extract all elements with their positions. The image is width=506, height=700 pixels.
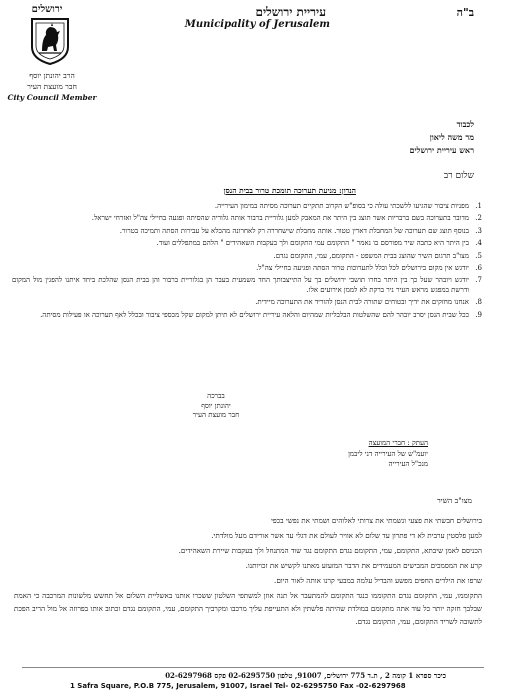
signature-name: יהונתן יוסף bbox=[201, 401, 231, 410]
municipality-title-en: Municipality of Jerusalem bbox=[184, 19, 330, 30]
list-item: 1. מפניות ציבור שהגיעו ללשכתי עולה כי בסופ"ש הקרוב תתקיים תערוכה מסיתה במימון העירייה. bbox=[214, 202, 482, 210]
signature-block bbox=[176, 392, 256, 421]
footer-address-en: 1 Safra Square, P.O.B 775, Jerusalem, 91007, Israel Tel- 02-6295750 Fax -02-6297968 bbox=[70, 682, 406, 690]
numbered-items bbox=[12, 202, 482, 323]
bh-mark: ב"ה bbox=[456, 6, 474, 19]
footer-address-he: כיכר ספרא 1 קומה 2 , ת.ד 775 ירושלים, 91007, טלפון 02-6295750 פקס 02-6297968 bbox=[165, 671, 446, 680]
signature-blessing: בברכה bbox=[207, 392, 225, 400]
councilor-title-en: City Council Member bbox=[7, 93, 97, 102]
municipality-title-he: עיריית ירושלים bbox=[255, 5, 326, 19]
footer-divider bbox=[22, 667, 484, 668]
greeting: שלום רב bbox=[443, 171, 474, 181]
addressee-name: מר משה ליאון bbox=[429, 132, 474, 142]
poem-line: הכניסם לאמן שיבתא, התקומם, עמי, התקומם נגדם התקומם נגד שוד המתנחל ולך בעקבות שיירת השאהידים. bbox=[178, 546, 482, 555]
addressee-to: לכבוד bbox=[456, 119, 474, 129]
list-item: 9. ככל שבית הנסן יסרב יובהר להם שהשלטות הבלבליות שמהיום והלאה עיריית ירושלים לא תיתן למקום שקל מכספי ציבור ובכלל לאף תערוכה או פעילות מסיתה. bbox=[40, 310, 482, 319]
cc-line: מנכ"ל העירייה bbox=[388, 460, 428, 468]
list-item: 3. בנוסף תוצג שם תערוכה של המחבלת דארין טטור. אותה מחבלת שישחררה רק לאחרונה מהכלא על עבירות הסתה ותמיכה בטרור. bbox=[119, 226, 482, 235]
subject-line: הנדון: מניעת תערוכה תומכת טרור בבית הנסן bbox=[223, 186, 356, 195]
councilor-name: הרב יהונתן יוסף bbox=[29, 71, 75, 80]
poem-line: קרע את המסמכים המבישים המעמידים את הדבר המזעזע מאתנו לקשיש את זכויותנו. bbox=[245, 561, 482, 570]
list-item: 7. יודגש ויובהר שעל כך בין היתר בחרו תושבי ירושלים בך על התייצבותך החד משמעית בעבר הן בגלוריית ברבור והן בבית הנסן שהלכת ביחד איתנו להפגין מול המקום ודרשת במפגש מראש העיר ניר ברקת לא לממן אירועים אלו. bbox=[12, 276, 482, 294]
list-item: 8. אנחנו מחזקים את ידיך ובטוחים שתורה לבית הנסן להוריד את התערוכה מיידית. bbox=[255, 298, 482, 307]
poem-text bbox=[14, 514, 482, 630]
cc-block bbox=[348, 438, 428, 470]
list-item: 2. מדובר בתערוכה בשם ברבריות אשר תוצג בין היתר את המאבק למען גלוריית ברבור אותה גלוריה שהסיתה ופגעה בחיילי צה"ל ואזרחי ישראל. bbox=[91, 214, 482, 223]
poem-line: שרפו את הילדים החפים מפשע והבדיל עלמה במבעי קרנו אותה לאור היום. bbox=[274, 576, 482, 585]
poem-line: התקוממו, עמי, התקומם נגדם התקוממו כנגד התקומם להמתעבר אל תנה אוזן למשתפי השלטון ששכרו אותנו באשליית השלום אל תחשש מלשונות המרכבה כי האמת שבלבך חזקה יותר כל עוד אתה מתקומם במולדת שהיתה פלשתין ולא התעייפת עליך מרכבו ומקרביך התקומם, עמי, התקומם נגדם וכתוב אותו בפרוזה אל מול הריב הפכת לתשובה לשריד התקומם, עמי, התקומם נגדם. bbox=[14, 591, 482, 626]
poem-line: למען פלסטין ערבית לא די פתרון עד שלום לא אוויר לעולם את דגלי עד אשר אורידם מעל מולדתי. bbox=[211, 531, 482, 540]
list-item: 5. מצו"ב תרגום השיר שהוצג בבית המשפט - התקומם, עמי, התקומם נגדם. bbox=[273, 251, 482, 260]
councilor-title-he: חבר מועצת העיר bbox=[27, 82, 77, 91]
jerusalem-label: ירושלים bbox=[31, 4, 63, 15]
cc-line: יועמ"ש של העירייה דני ליבמן bbox=[348, 449, 428, 458]
jerusalem-emblem-icon bbox=[30, 17, 70, 65]
poem-line: בירושלים חבשתי את פצעי ונשמתי את צרותי לאלוהים ושמתי את נפשי בכפי bbox=[270, 516, 482, 525]
list-item: 6. יודגש אין מקום בירושלים לכל וכלל לתערוכות טרור הסתה ופגיעה בחיילי צה"ל. bbox=[256, 264, 482, 273]
cc-label: העתק : חברי המועצה bbox=[368, 439, 428, 447]
list-item: 4. בין היתר היא כתבה שיר מפורסם בו נאמר " התקומם עמי התקומם ולך בעקבות השאהידים " הלהם במתפללים ועוד. bbox=[156, 239, 482, 248]
poem-title: מצו"ב השיר bbox=[436, 496, 472, 505]
addressee-block bbox=[410, 118, 475, 157]
signature-title: חבר מועצת העיר bbox=[192, 411, 240, 419]
councilor-block bbox=[6, 70, 98, 103]
addressee-title: ראש עיריית ירושלים bbox=[409, 145, 474, 155]
